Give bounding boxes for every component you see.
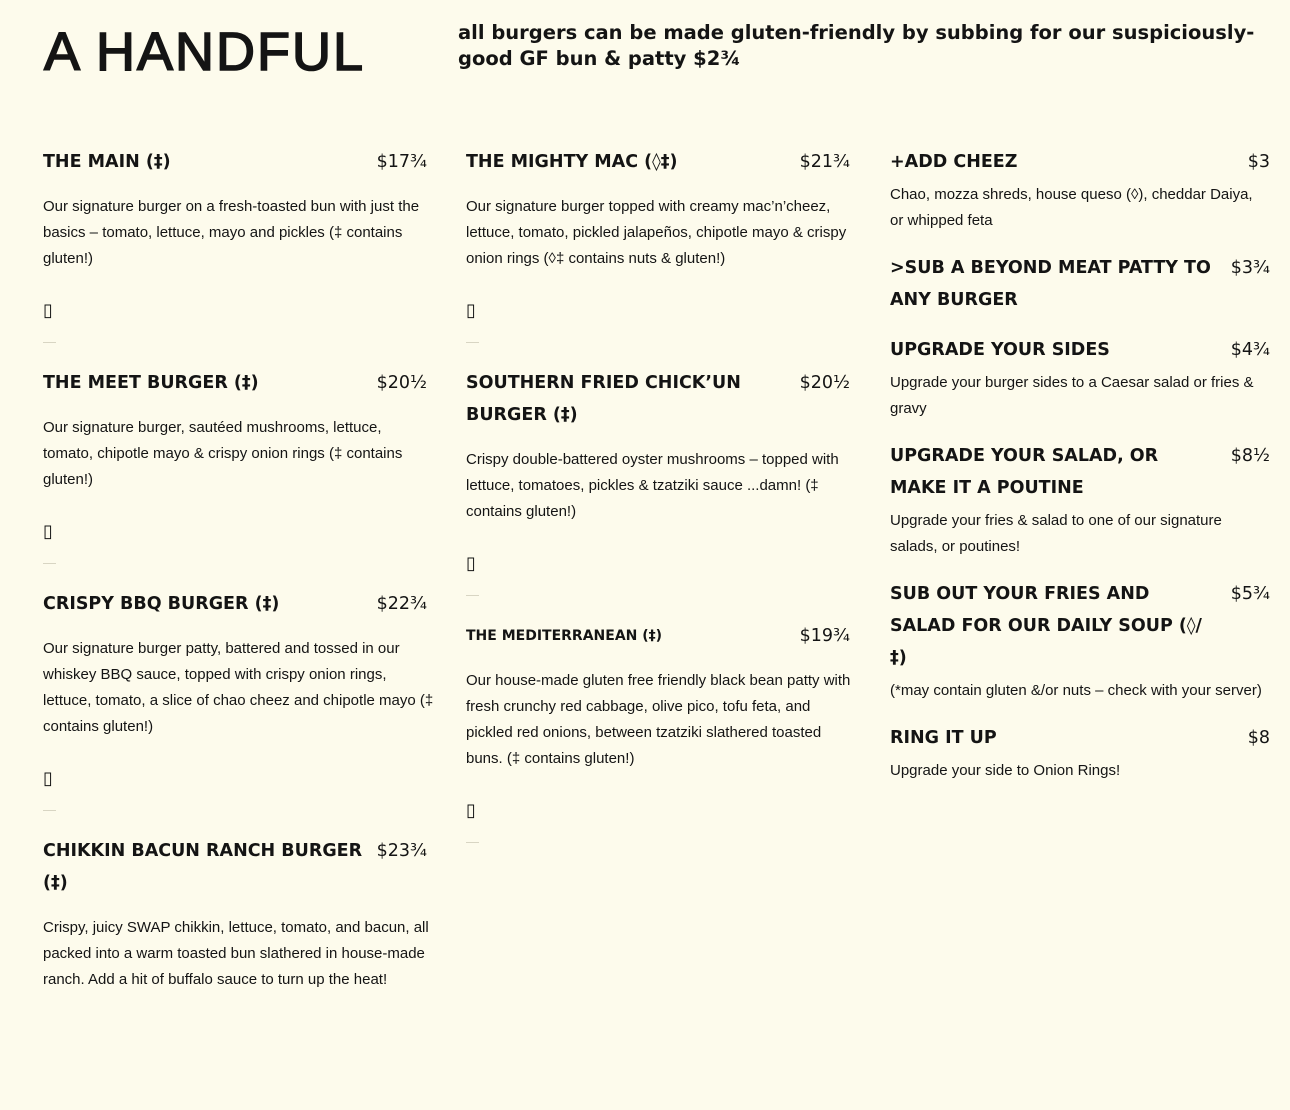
menu-item — [466, 367, 858, 596]
item-name: THE MIGHTY MAC (◊‡) — [466, 152, 678, 172]
item-description: Our signature burger patty, battered and tossed in our whiskey BBQ sauce, topped with crispy onion rings, lettuce, tomato, a slice of chao cheez and chipotle mayo (‡ contains gluten!) — [43, 640, 434, 735]
item-name: THE MEET BURGER (‡) — [43, 373, 259, 393]
add-on-price: $3 — [1247, 152, 1270, 172]
add-on-description: (*may contain gluten &/or nuts – check with your server) — [890, 682, 1262, 699]
item-price: $20½ — [376, 373, 427, 393]
divider — [43, 810, 56, 811]
item-price: $21¾ — [799, 152, 850, 172]
add-ons-column — [890, 146, 1270, 802]
add-on-item — [890, 578, 1270, 704]
item-tag-icon: ▯ — [43, 521, 53, 542]
add-on-price: $3¾ — [1230, 258, 1270, 278]
item-price: $22¾ — [376, 594, 427, 614]
item-description: Our signature burger topped with creamy mac’n’cheez, lettuce, tomato, pickled jalapeños, chipotle mayo & crispy onion rings (◊‡ contains nuts & gluten!) — [466, 198, 847, 267]
item-description: Crispy double-battered oyster mushrooms – topped with lettuce, tomatoes, pickles & tzatziki sauce ...damn! (‡ contains gluten!) — [466, 451, 839, 520]
add-on-price: $5¾ — [1230, 584, 1270, 604]
item-description: Our house-made gluten free friendly black bean patty with fresh crunchy red cabbage, olive pico, tofu feta, and pickled red onions, between tzatziki slathered toasted buns. (‡ contains gluten!) — [466, 672, 851, 767]
add-on-item — [890, 722, 1270, 784]
item-price: $19¾ — [799, 626, 850, 646]
brand-title: A HANDFUL — [44, 22, 366, 82]
item-name: THE MEDITERRANEAN (‡) — [466, 628, 663, 644]
add-on-description: Upgrade your burger sides to a Caesar salad or fries & gravy — [890, 374, 1254, 417]
item-description: Our signature burger, sautéed mushrooms, lettuce, tomato, chipotle mayo & crispy onion rings (‡ contains gluten!) — [43, 419, 403, 488]
add-on-description: Chao, mozza shreds, house queso (◊), cheddar Daiya, or whipped feta — [890, 186, 1253, 229]
add-on-price: $8½ — [1230, 446, 1270, 466]
add-on-price: $4¾ — [1230, 340, 1270, 360]
add-on-name: UPGRADE YOUR SALAD, OR MAKE IT A POUTINE — [890, 446, 1159, 498]
add-on-description: Upgrade your side to Onion Rings! — [890, 762, 1121, 779]
item-tag-icon: ▯ — [43, 300, 53, 321]
gluten-friendly-note: all burgers can be made gluten-friendly by subbing for our suspiciously-good GF bun & patty $2¾ — [458, 21, 1255, 70]
add-on-price: $8 — [1247, 728, 1270, 748]
add-on-item — [890, 146, 1270, 234]
item-name: CRISPY BBQ BURGER (‡) — [43, 594, 280, 614]
menu-item — [466, 620, 858, 843]
add-on-name: >SUB A BEYOND MEAT PATTY TO ANY BURGER — [890, 258, 1211, 310]
item-description: Crispy, juicy SWAP chikkin, lettuce, tomato, and bacun, all packed into a warm toasted bun slathered in house-made ranch. Add a hit of buffalo sauce to turn up the heat! — [43, 919, 429, 988]
menu-item — [43, 588, 435, 811]
add-on-name: +ADD CHEEZ — [890, 152, 1018, 172]
item-name: THE MAIN (‡) — [43, 152, 171, 172]
item-description: Our signature burger on a fresh-toasted bun with just the basics – tomato, lettuce, mayo and pickles (‡ contains gluten!) — [43, 198, 420, 267]
divider — [466, 842, 479, 843]
item-tag-icon: ▯ — [466, 553, 476, 574]
menu-item — [466, 146, 858, 343]
item-tag-icon: ▯ — [466, 300, 476, 321]
menu-item — [43, 146, 435, 343]
add-on-item — [890, 334, 1270, 422]
add-on-description: Upgrade your fries & salad to one of our signature salads, or poutines! — [890, 512, 1222, 555]
item-tag-icon: ▯ — [43, 768, 53, 789]
add-on-name: SUB OUT YOUR FRIES AND SALAD FOR OUR DAILY SOUP (◊/‡) — [890, 584, 1202, 668]
item-name: CHIKKIN BACUN RANCH BURGER (‡) — [43, 841, 363, 893]
add-on-item — [890, 440, 1270, 560]
item-name: SOUTHERN FRIED CHICK’UN BURGER (‡) — [466, 373, 741, 425]
divider — [466, 595, 479, 596]
divider — [466, 342, 479, 343]
menu-item — [43, 835, 435, 993]
menu-item — [43, 367, 435, 564]
divider — [43, 563, 56, 564]
add-on-item — [890, 252, 1270, 316]
menu-column-1 — [43, 146, 435, 993]
menu-column-2 — [466, 146, 858, 867]
item-price: $23¾ — [376, 841, 427, 861]
add-on-name: RING IT UP — [890, 728, 997, 748]
item-tag-icon: ▯ — [466, 800, 476, 821]
divider — [43, 342, 56, 343]
add-on-name: UPGRADE YOUR SIDES — [890, 340, 1110, 360]
item-price: $20½ — [799, 373, 850, 393]
item-price: $17¾ — [376, 152, 427, 172]
